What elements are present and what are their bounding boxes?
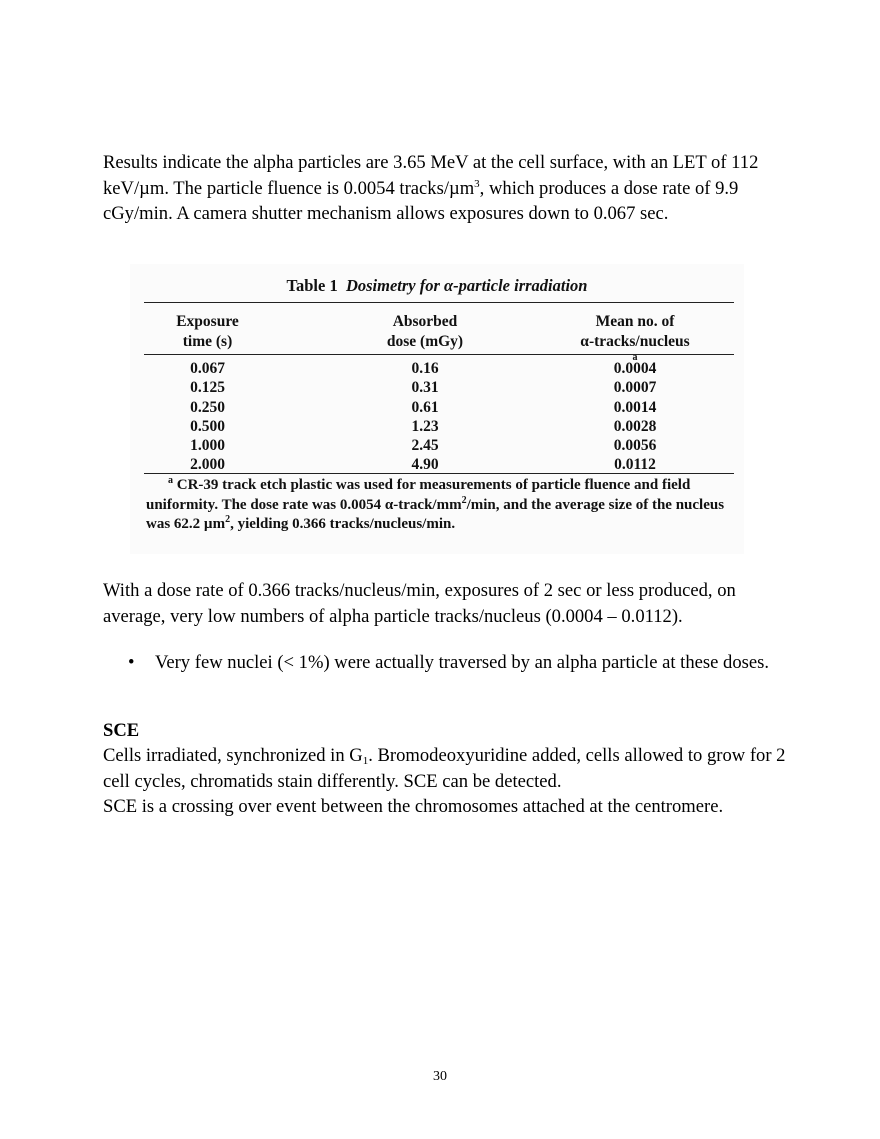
- table-cell: 1.23: [411, 417, 439, 435]
- dose-rate-paragraph: With a dose rate of 0.366 tracks/nucleus/min, exposures of 2 sec or less produced, on average, very low numbers of alpha particle tracks/nucleus (0.0004 – 0.0112).: [103, 580, 736, 627]
- table-cell: 0.0007: [613, 379, 657, 397]
- sce-paragraph: Cells irradiated, synchronized in $G_1$. Bromodeoxyuridine added, cells allowed to grow for 2 cell cycles, chromatids stain differently. SCE can be detected. SCE is a crossing over event between the chromosomes attached at the centromere.: [103, 745, 786, 817]
- table-cell: 0.61: [411, 398, 439, 416]
- bullet-symbol: •: [128, 652, 135, 673]
- table-cell: 2.000: [190, 456, 225, 474]
- page-number: 30: [433, 1069, 447, 1084]
- bullet-text: Very few nuclei (< 1%) were actually traversed by an alpha particle at these doses.: [155, 652, 770, 673]
- section-heading: SCE: [103, 720, 140, 741]
- table-cell: 0.0004: [613, 360, 657, 377]
- column-tracks: [550, 359, 720, 475]
- table-top-rule: [144, 302, 734, 303]
- table-cell: 0.16: [411, 360, 439, 377]
- header-exposure-time: Exposure time (s): [176, 313, 239, 350]
- table-cell: 0.250: [190, 398, 225, 416]
- table-header-rule: [144, 354, 734, 355]
- table-cell: 0.500: [190, 417, 225, 435]
- column-exposure: [150, 359, 265, 475]
- table-cell: 4.90: [411, 456, 439, 474]
- header-absorbed-dose: Absorbed dose (mGy): [386, 313, 464, 350]
- column-dose: [345, 359, 505, 475]
- table-cell: 0.125: [190, 379, 225, 397]
- table-cell: 0.31: [411, 379, 439, 397]
- table-cell: 0.0028: [613, 417, 657, 435]
- dosimetry-table-figure: [130, 264, 744, 554]
- table-cell: 0.0056: [613, 437, 657, 455]
- table-caption: Table 1 Dosimetry for α-particle irradiation: [286, 276, 588, 295]
- table-cell: 1.000: [190, 437, 225, 455]
- table-bottom-rule: [144, 473, 734, 474]
- table-cell: 0.0112: [614, 456, 656, 474]
- table-footnote: $^a$ CR-39 track etch plastic was used for measurements of particle fluence and field uniformity. The dose rate was 0.0054 $\alpha-track/mm^2/\min$, and the average size of the nucleus was 62.2 µm$^2$, yielding 0.366 tracks/nucleus/min.: [146, 475, 725, 532]
- table-cell: 2.45: [411, 437, 439, 455]
- bullet-item: [128, 650, 778, 676]
- intro-paragraph: Results indicate the alpha particles are 3.65 MeV at the cell surface, with an LET of 112 keV/µm. The particle fluence is 0.0054 tracks/µm$^3$, which produces a dose rate of 9.9 cGy/min. A camera shutter mechanism allows exposures down to 0.067 sec.: [103, 152, 759, 224]
- table-cell: 0.0014: [613, 398, 657, 416]
- header-mean-tracks: Mean no. of α-tracks/nucleus $^a$: [580, 313, 690, 363]
- table-cell: 0.067: [190, 360, 225, 377]
